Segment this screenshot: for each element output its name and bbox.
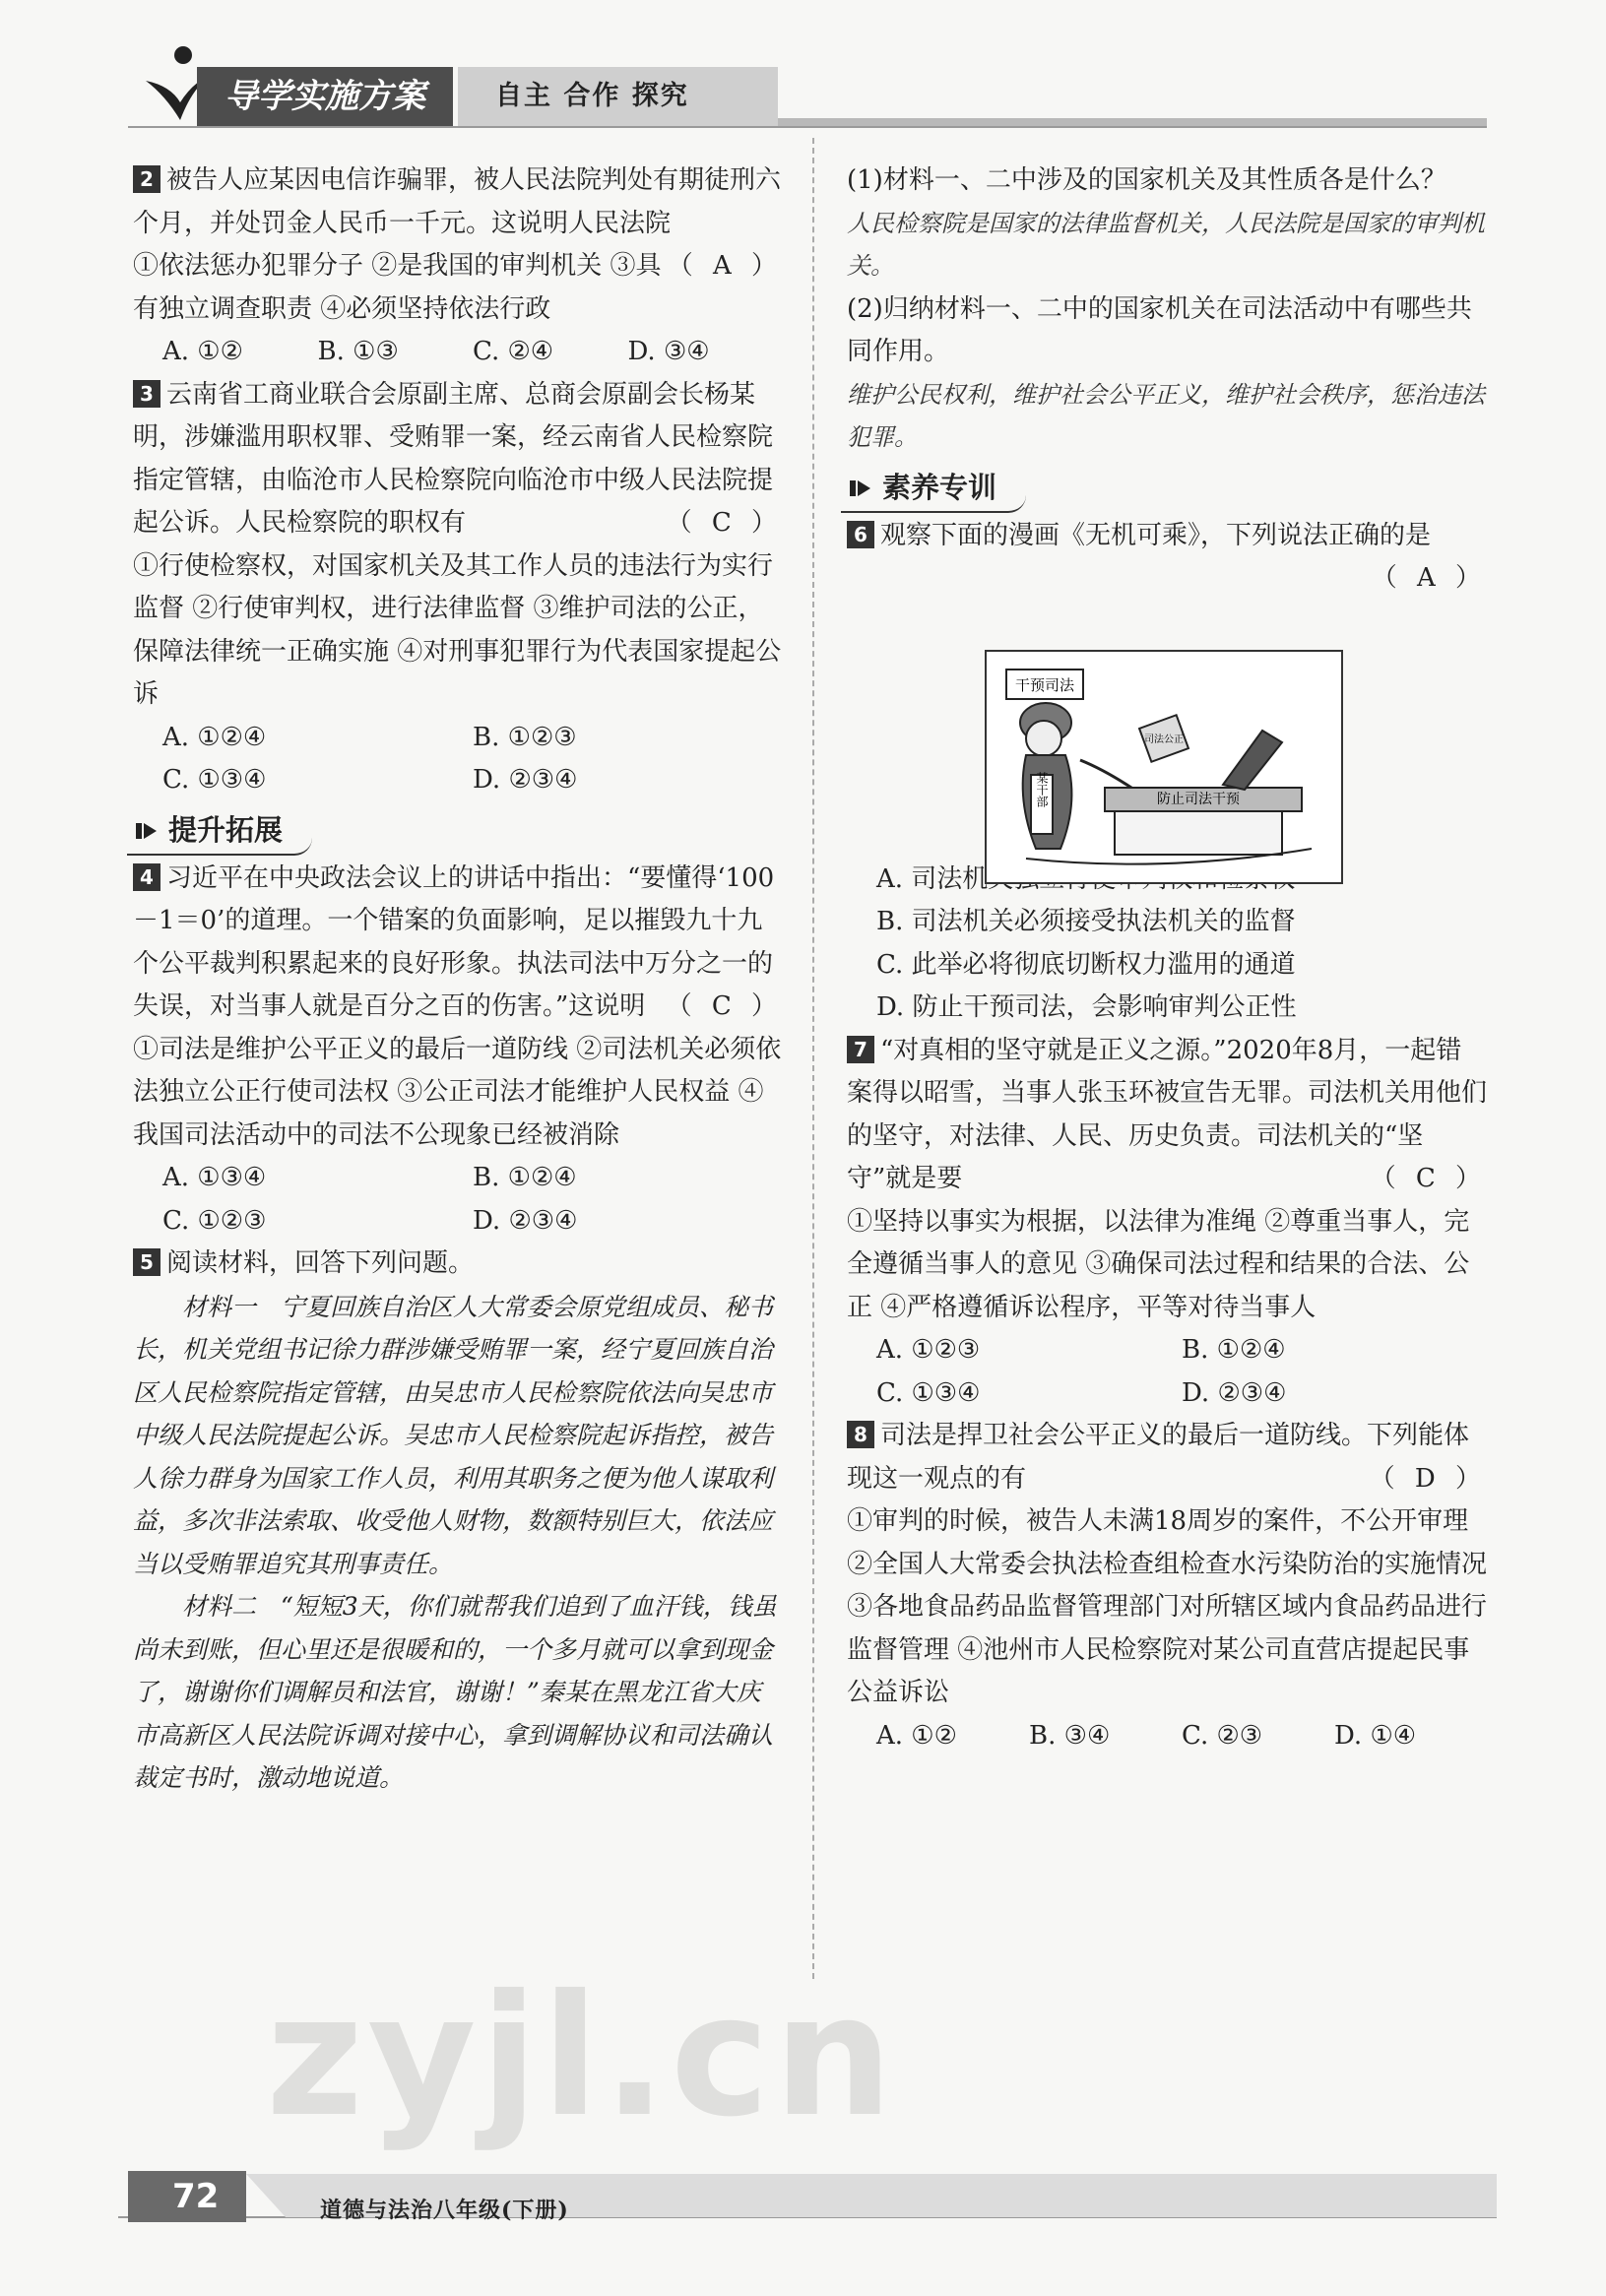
question-items: ①坚持以事实为根据，以法律为准绳 ②尊重当事人，完全遵循当事人的意见 ③确保司法过程和结果的合法、公正 ④严格遵循诉讼程序，平等对待当事人 (847, 1206, 1470, 1322)
header-rule (778, 118, 1487, 126)
answer: （ D ） (1369, 1463, 1487, 1494)
option-d: D. ②③④ (1182, 1377, 1287, 1408)
option-c: C. ①②③ (162, 1205, 267, 1236)
question-8 (847, 1415, 1487, 1757)
header-title: 导学实施方案 (197, 67, 453, 126)
handwritten-answer-1: 人民检察院是国家的法律监督机关，人民法院是国家的审判机关。 (847, 209, 1485, 280)
question-stem: 观察下面的漫画《无机可乘》，下列说法正确的是 (880, 520, 1432, 550)
option-a: A. ①②③ (876, 1335, 981, 1365)
option-c: C. ②④ (473, 337, 554, 366)
cartoon-desk-text: 防止司法干预 (1157, 792, 1240, 807)
section-title: 提升拓展 (168, 812, 284, 847)
section-heading-training (841, 466, 1026, 513)
answer: （ A ） (1371, 563, 1487, 593)
option-b: B. ①②④ (473, 1163, 577, 1192)
question-items: ①审判的时候，被告人未满18周岁的案件，不公开审理 ②全国人大常委会执法检查组检查水污染防治的实施情况 ③各地食品药品监督管理部门对所辖区域内食品药品进行监督管理 ④池州市人民检察院对某公司直营店提起民事公益诉讼 (847, 1506, 1488, 1707)
subquestion-1: (1)材料一、二中涉及的国家机关及其性质各是什么？ (847, 165, 1446, 195)
question-items: ①依法惩办犯罪分子 ②是我国的审判机关 ③具有独立调查职责 ④必须坚持依法行政 (133, 251, 662, 324)
answer: （ C ） (666, 508, 783, 538)
column-divider (812, 138, 814, 1979)
cartoon-bag-text: 某干部 (1035, 772, 1049, 807)
question-4 (133, 858, 783, 1244)
right-column (847, 159, 1487, 1757)
question-2 (133, 159, 783, 374)
option-d: D. ②③④ (473, 1205, 578, 1236)
option-a: A. ①② (876, 1720, 957, 1751)
watermark: zyjl.cn (266, 1959, 897, 2154)
material-two: 材料二 “短短3天，你们就帮我们追到了血汗钱，钱虽尚未到账，但心里还是很暖和的，一个多月就可以拿到现金了，谢谢你们调解员和法官，谢谢！”秦某在黑龙江省大庆市高新区人民法院诉调对接中心，拿到调解协议和司法确认裁定书时，激动地说道。 (133, 1592, 777, 1792)
options (133, 717, 783, 802)
left-column (133, 159, 783, 1800)
question-number: 7 (847, 1036, 874, 1063)
subquestion-2: (2)归纳材料一、二中的国家机关在司法活动中有哪些共同作用。 (847, 293, 1472, 366)
page-number: 72 (128, 2171, 246, 2222)
option-b: B. ③④ (1029, 1720, 1111, 1751)
option-a: A. ①② (162, 337, 243, 366)
option-d: D. ①④ (1334, 1720, 1417, 1751)
option-a: A. ①②④ (162, 722, 267, 752)
question-5-subquestions (847, 159, 1487, 460)
option-c: C. 此举必将彻底切断权力滥用的通道 (876, 949, 1296, 980)
option-c: C. ②③ (1182, 1720, 1263, 1751)
question-stem: 习近平在中央政法会议上的讲话中指出：“要懂得‘100－1＝0’的道理。一个错案的负面影响，足以摧毁九十九个公平裁判积累起来的良好形象。执法司法中万分之一的失误，对当事人就是百分之百的伤害。”这说明 (133, 862, 775, 1021)
options (133, 1157, 783, 1243)
options (847, 1715, 1487, 1758)
question-items: ①司法是维护公平正义的最后一道防线 ②司法机关必须依法独立公正行使司法权 ③公正司法才能维护人民权益 ④我国司法活动中的司法不公现象已经被消除 (133, 1034, 782, 1150)
question-items: ①行使检察权，对国家机关及其工作人员的违法行为实行监督 ②行使审判权，进行法律监督 ③维护司法的公正，保障法律统一正确实施 ④对刑事犯罪行为代表国家提起公诉 (133, 550, 782, 709)
question-stem: 阅读材料，回答下列问题。 (166, 1248, 475, 1278)
question-stem: 被告人应某因电信诈骗罪，被人民法院判处有期徒刑六个月，并处罚金人民币一千元。这说明人民法院 (133, 165, 782, 238)
section-title: 素养专训 (882, 470, 997, 504)
header-underline (128, 126, 1487, 128)
question-number: 2 (133, 165, 161, 193)
option-a: A. 司法机关独立行使审判权和检察权 (876, 863, 1296, 894)
handwritten-answer-2: 维护公民权利，维护社会公平正义，维护社会秩序，惩治违法犯罪。 (847, 380, 1485, 451)
option-c: C. ①③④ (876, 1377, 981, 1408)
option-b: B. ①②③ (473, 722, 577, 752)
question-number: 4 (133, 863, 161, 891)
answer: （ A ） (667, 251, 783, 281)
option-b: B. ①③ (317, 337, 399, 366)
material-one: 材料一 宁夏回族自治区人大常委会原党组成员、秘书长，机关党组书记徐力群涉嫌受贿罪一案，经宁夏回族自治区人民检察院指定管辖，由吴忠市人民检察院依法向吴忠市中级人民法院提起公诉。吴忠市人民检察院起诉指控，被告人徐力群身为国家工作人员，利用其职务之便为他人谋取利益，多次非法索取、收受他人财物，数额特别巨大，依法应当以受贿罪追究其刑事责任。 (133, 1292, 774, 1578)
question-number: 3 (133, 380, 161, 408)
question-stem: “对真相的坚守就是正义之源。”2020年8月，一起错案得以昭雪，当事人张玉环被宣告无罪。司法机关用他们的坚守，对法律、人民、历史负责。司法机关的“坚守”就是要 (847, 1035, 1488, 1193)
question-3 (133, 374, 783, 802)
header-tags: 自主 合作 探究 (458, 67, 778, 126)
cartoon-illustration (985, 650, 1343, 884)
options (133, 331, 783, 374)
option-d: D. 防止干预司法，会影响审判公正性 (876, 992, 1297, 1022)
question-5 (133, 1243, 783, 1800)
question-number: 8 (847, 1421, 874, 1448)
cartoon-sign-text: 干预司法 (1014, 676, 1075, 694)
answer: （ C ） (1370, 1164, 1487, 1193)
question-7 (847, 1030, 1487, 1416)
option-b: B. ①②④ (1182, 1335, 1286, 1365)
question-stem: 云南省工商业联合会原副主席、总商会原副会长杨某明，涉嫌滥用职权罪、受贿罪一案，经云南省人民检察院指定管辖，由临沧市人民检察院向临沧市中级人民法院提起公诉。人民检察院的职权有 (133, 379, 774, 538)
arrow-icon (849, 477, 872, 500)
option-b: B. 司法机关必须接受执法机关的监督 (876, 907, 1296, 936)
arrow-icon (135, 819, 159, 843)
section-heading-extend (127, 808, 312, 856)
answer: （ C ） (666, 991, 783, 1021)
option-d: D. ②③④ (473, 765, 578, 795)
question-number: 6 (847, 521, 874, 548)
question-number: 5 (133, 1248, 161, 1276)
option-c: C. ①③④ (162, 765, 267, 795)
option-d: D. ③④ (627, 337, 710, 366)
footer-book-title: 道德与法治八年级(下册) (320, 2198, 569, 2223)
options (847, 1329, 1487, 1415)
option-a: A. ①③④ (162, 1163, 267, 1192)
question-stem: 司法是捍卫社会公平正义的最后一道防线。下列能体现这一观点的有 (847, 1421, 1470, 1494)
cartoon-paper-text: 司法公正 (1144, 734, 1184, 745)
